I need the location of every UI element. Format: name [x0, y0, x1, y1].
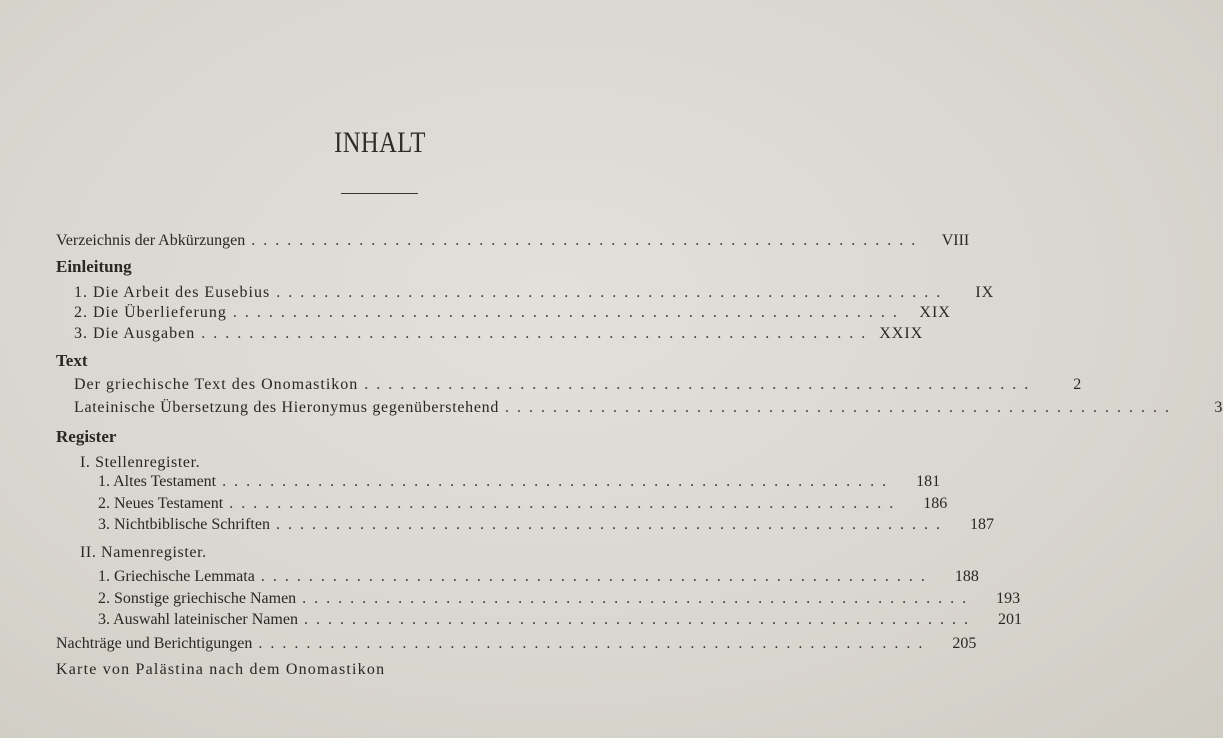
toc-entry-map: Karte von Palästina nach dem Onomastikon [56, 661, 386, 678]
toc-entry-abbreviations [56, 231, 970, 251]
toc-entry [98, 589, 1021, 609]
toc-label: 3. Auswahl lateinischer Namen [98, 611, 298, 628]
toc-entry [74, 324, 924, 344]
toc-page: XXIX [879, 325, 924, 342]
toc-label: 1. Altes Testament [98, 473, 217, 490]
leader-dots: ........................................................ [260, 568, 933, 585]
toc-label: Verzeichnis der Abkürzungen [56, 232, 246, 249]
toc-page: 188 [954, 568, 979, 585]
toc-entry [98, 494, 948, 514]
leader-dots: ........................................................ [251, 232, 924, 249]
toc-label: 2. Neues Testament [98, 495, 224, 512]
toc-page: 201 [997, 611, 1022, 628]
toc-page: XIX [919, 304, 951, 321]
page-title: INHALT [334, 126, 426, 159]
toc-page: 2 [1073, 376, 1083, 393]
toc-entry [74, 398, 1223, 418]
toc-page: 193 [996, 590, 1021, 607]
leader-dots: ........................................................ [201, 325, 874, 342]
toc-label: Der griechische Text des Onomastikon [74, 376, 359, 393]
section-heading-register: Register [56, 427, 117, 446]
leader-dots: ........................................................ [275, 516, 948, 533]
toc-label: 2. Sonstige griechische Namen [98, 590, 297, 607]
toc-page: 3 [1214, 399, 1223, 416]
section-heading-introduction: Einleitung [56, 257, 132, 276]
section-heading-text: Text [56, 351, 88, 370]
toc-page: 181 [916, 473, 941, 490]
leader-dots: ........................................................ [229, 495, 902, 512]
toc-label: Nachträge und Berichtigungen [56, 635, 253, 652]
toc-entry [98, 567, 979, 587]
leader-dots: ........................................................ [222, 473, 895, 490]
leader-dots: ........................................................ [276, 284, 949, 301]
leader-dots: ........................................................ [258, 635, 931, 652]
toc-label: 2. Die Überlieferung [74, 304, 227, 321]
toc-label: 3. Die Ausgaben [74, 325, 196, 342]
toc-label: Lateinische Übersetzung des Hieronymus gegenüberstehend [74, 399, 500, 416]
toc-entry [98, 515, 994, 535]
toc-page: 205 [952, 635, 977, 652]
leader-dots: ........................................................ [364, 376, 1037, 393]
toc-page: VIII [941, 232, 970, 249]
leader-dots: ........................................................ [302, 590, 975, 607]
toc-entry [74, 303, 951, 323]
subsection-title: II. Namenregister. [80, 544, 207, 561]
subsection-title: I. Stellenregister. [80, 454, 201, 471]
toc-entry [98, 472, 941, 492]
toc-entry [74, 375, 1083, 395]
toc-page: IX [975, 284, 995, 301]
toc-entry [74, 283, 995, 303]
toc-label: 1. Die Arbeit des Eusebius [74, 284, 271, 301]
leader-dots: ........................................................ [232, 304, 905, 321]
toc-page: 186 [923, 495, 948, 512]
toc-page: 187 [969, 516, 994, 533]
toc-entry [98, 610, 1022, 630]
toc-label: 1. Griechische Lemmata [98, 568, 255, 585]
title-rule [341, 193, 418, 194]
leader-dots: ........................................................ [505, 399, 1178, 416]
toc-entry-addenda [56, 634, 977, 654]
toc-label: 3. Nichtbiblische Schriften [98, 516, 270, 533]
leader-dots: ........................................................ [303, 611, 976, 628]
